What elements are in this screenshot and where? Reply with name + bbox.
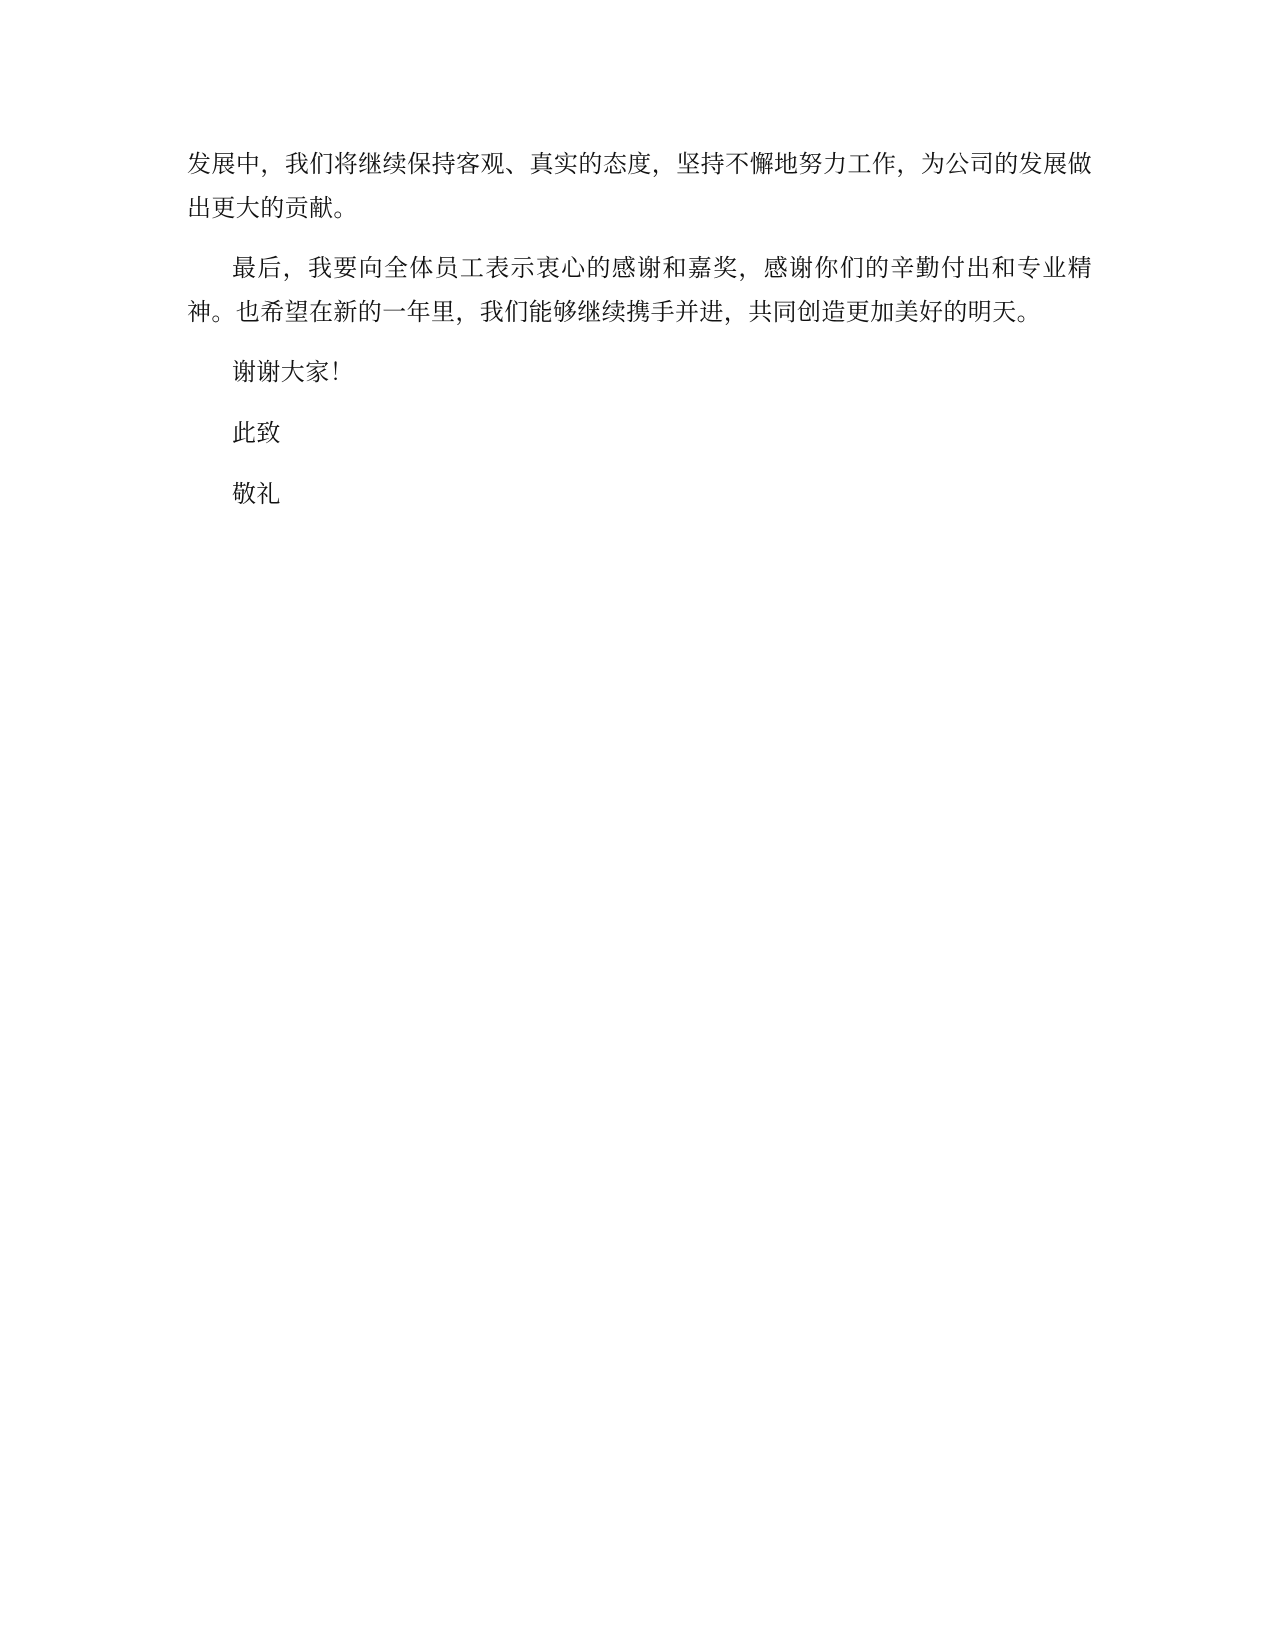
salutation-line: 此致 [232, 419, 281, 447]
thanks-line: 谢谢大家！ [232, 358, 354, 386]
document-body [187, 142, 1092, 516]
paragraph-continuation: 发展中，我们将继续保持客观、真实的态度，坚持不懈地努力工作，为公司的发展做出更大的贡献。 [187, 150, 1092, 222]
paragraph-closing-thanks: 最后，我要向全体员工表示衷心的感谢和嘉奖，感谢你们的辛勤付出和专业精神。也希望在新的一年里，我们能够继续携手并进，共同创造更加美好的明天。 [187, 254, 1092, 326]
regards-line: 敬礼 [232, 480, 281, 508]
